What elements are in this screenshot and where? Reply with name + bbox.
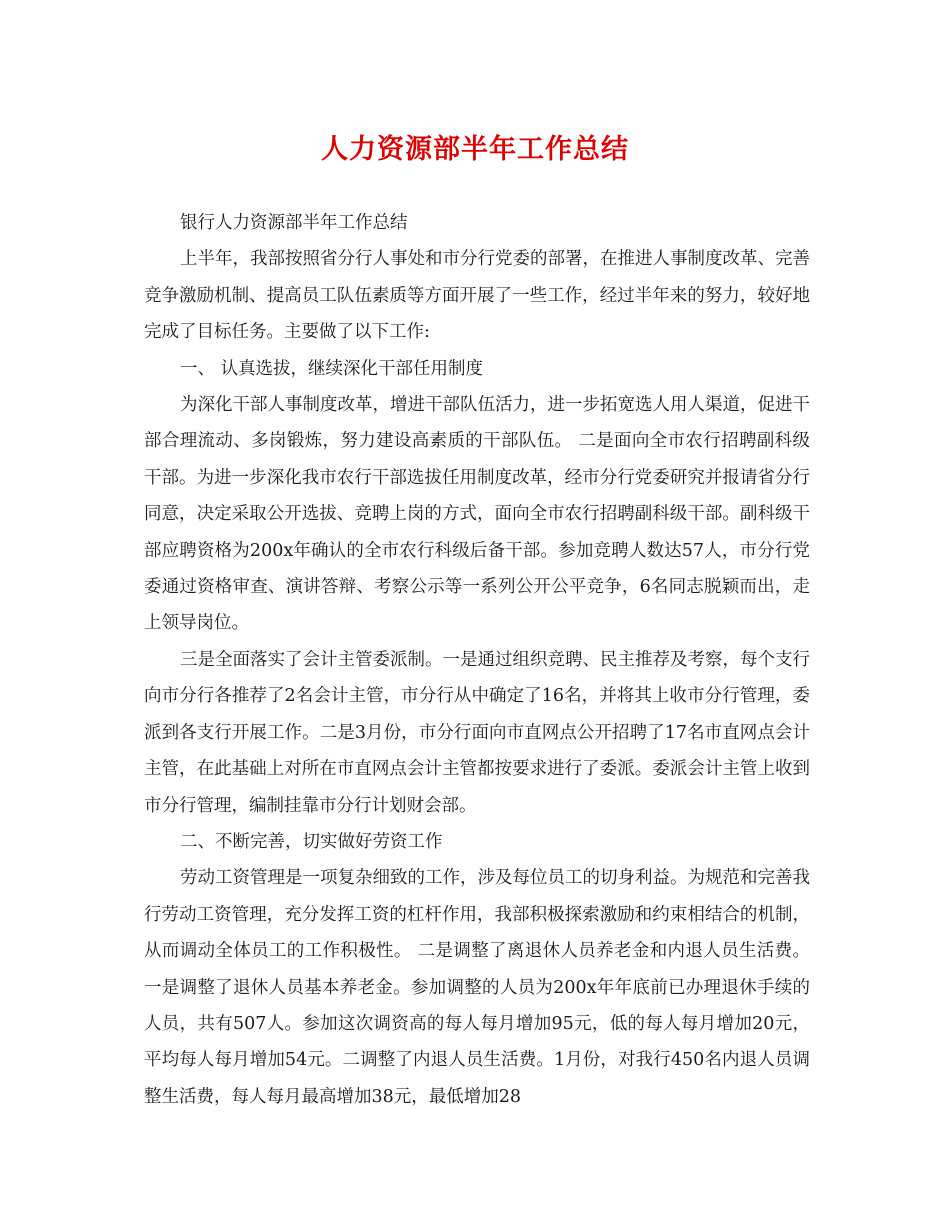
document-title: 人力资源部半年工作总结: [321, 134, 629, 165]
paragraph-cadre-selection: 为深化干部人事制度改革，增进干部队伍活力，进一步拓宽选人用人渠道，促进干部合理流动、多岗锻炼，努力建设高素质的干部队伍。 二是面向全市农行招聘副科级干部。为进一步深化我市农行干部选拔任用制度改革，经市分行党委研究并报请省分行同意，决定采取公开选拔、竞聘上岗的方式，面向全市农行招聘副科级干部。副科级干部应聘资格为200x年确认的全市农行科级后备干部。参加竞聘人数达57人，市分行党委通过资格审查、演讲答辩、考察公示等一系列公开公平竞争，6名同志脱颖而出，走上领导岗位。: [144, 395, 810, 634]
paragraph-subtitle: 银行人力资源部半年工作总结: [180, 213, 408, 233]
paragraph-intro: 上半年，我部按照省分行人事处和市分行党委的部署，在推进人事制度改革、完善竞争激励机制、提高员工队伍素质等方面开展了一些工作，经过半年来的努力，较好地完成了目标任务。主要做了以下工作:: [144, 249, 810, 343]
document-body: [144, 205, 810, 1115]
section-heading-1: 一、 认真选拔，继续深化干部任用制度: [180, 358, 484, 379]
paragraph-accounting-supervisor: 三是全面落实了会计主管委派制。一是通过组织竞聘、民主推荐及考察，每个支行向市分行各推荐了2名会计主管，市分行从中确定了16名，并将其上收市分行管理，委派到各支行开展工作。二是3月份，市分行面向市直网点公开招聘了17名市直网点会计主管，在此基础上对所在市直网点会计主管都按要求进行了委派。委派会计主管上收到市分行管理，编制挂靠市分行计划财会部。: [144, 649, 810, 816]
paragraph-labor-wages: 劳动工资管理是一项复杂细致的工作，涉及每位员工的切身利益。为规范和完善我行劳动工资管理，充分发挥工资的杠杆作用，我部积极探索激励和约束相结合的机制，从而调动全体员工的工作积极性。 二是调整了离退休人员养老金和内退人员生活费。一是调整了退休人员基本养老金。参加调整的人员为200x年年底前已办理退休手续的人员，共有507人。参加这次调资高的每人每月增加95元，低的每人每月增加20元，平均每人每月增加54元。二调整了内退人员生活费。1月份，对我行450名内退人员调整生活费，每人每月最高增加38元，最低增加28: [144, 868, 810, 1107]
section-heading-2: 二、不断完善，切实做好劳资工作: [180, 831, 443, 852]
